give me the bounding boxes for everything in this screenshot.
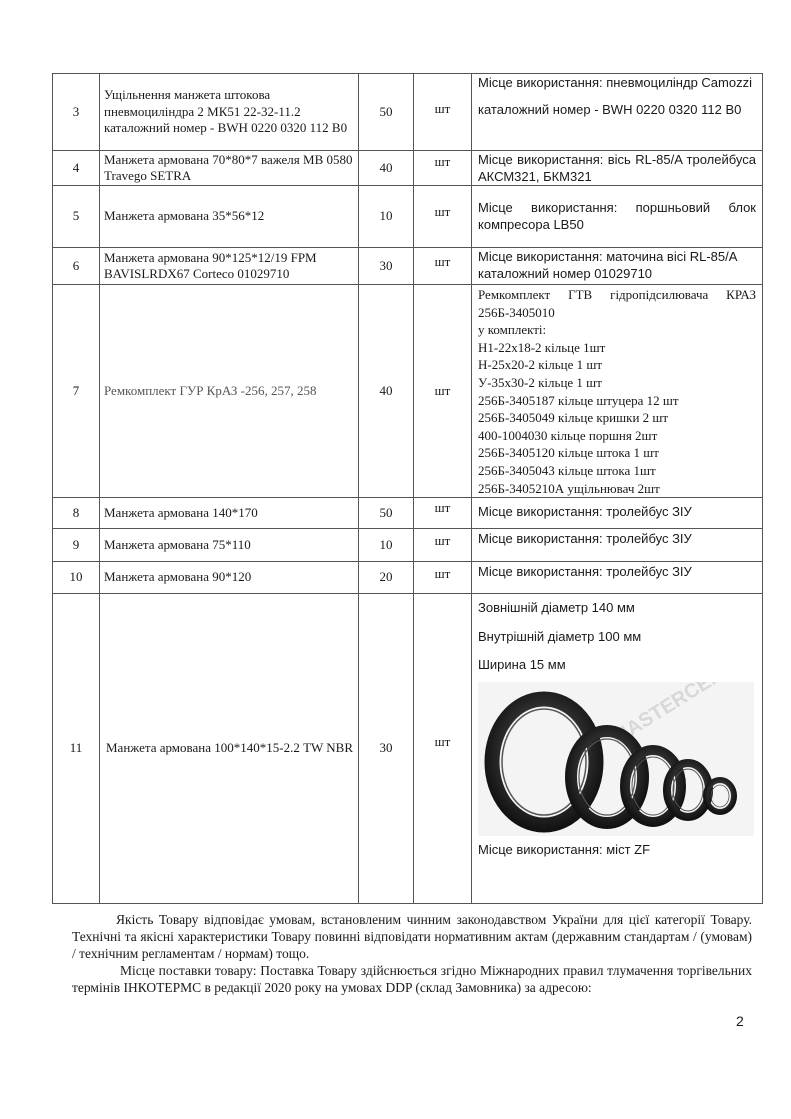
- item-unit: шт: [414, 248, 472, 285]
- item-quantity: 30: [359, 594, 414, 904]
- item-quantity: 50: [359, 74, 414, 151]
- row-number: 6: [53, 248, 100, 285]
- row-number: 5: [53, 186, 100, 248]
- item-unit: шт: [414, 594, 472, 904]
- table-row: [53, 285, 763, 498]
- kit-line: 256Б-3405043 кільце штока 1шт: [478, 462, 656, 478]
- item-name: Ремкомплект ГУР КрАЗ -256, 257, 258: [100, 285, 359, 498]
- item-name: Ущільнення манжета штокова пневмоциліндра 2 МК51 22-32-11.2 каталожний номер - BWH 0220 0320 112 B0: [100, 74, 359, 151]
- usage-text: Місце використання: міст ZF: [478, 841, 651, 857]
- item-quantity: 40: [359, 285, 414, 498]
- item-quantity: 50: [359, 498, 414, 529]
- table-row: [53, 562, 763, 594]
- table-row: [53, 186, 763, 248]
- usage-text: Місце використання: вісь RL-85/A тролейбуса АКСМ321, БКМ321: [478, 152, 756, 184]
- item-description: [472, 74, 763, 151]
- table-row: [53, 594, 763, 904]
- kit-line: у комплекті:: [478, 322, 547, 338]
- table-row: [53, 74, 763, 151]
- usage-text: Місце використання: тролейбус ЗІУ: [478, 504, 692, 520]
- row-number: 9: [53, 529, 100, 562]
- item-description: [472, 285, 763, 498]
- table-row: [53, 529, 763, 562]
- item-unit: шт: [414, 562, 472, 594]
- item-unit: шт: [414, 285, 472, 498]
- usage-text: Місце використання: тролейбус ЗІУ: [478, 564, 692, 580]
- table-row: [53, 498, 763, 529]
- kit-line: 256Б-3405120 кільце штока 1 шт: [478, 445, 659, 461]
- usage-text: Місце використання: маточина вісі RL-85/A каталожний номер 01029710: [478, 249, 737, 281]
- item-description: [472, 498, 763, 529]
- usage-text: Місце використання: поршньовий блок компресора LB50: [478, 200, 756, 232]
- item-description: [472, 186, 763, 248]
- item-name: Манжета армована 70*80*7 важеля MB 0580 Travego SETRA: [100, 151, 359, 186]
- usage-text: Місце використання: пневмоциліндр Camozzi: [478, 75, 752, 90]
- outer-diameter-text: Зовнішній діаметр 140 мм: [478, 600, 635, 616]
- item-name: Манжета армована 100*140*15-2.2 TW NBR: [100, 594, 359, 904]
- item-name: Манжета армована 140*170: [100, 498, 359, 529]
- kit-line: Н-25х20-2 кільце 1 шт: [478, 357, 603, 373]
- item-name: Манжета армована 90*120: [100, 562, 359, 594]
- kit-line: 256Б-3405210А ущільнювач 2шт: [478, 480, 660, 496]
- quality-paragraph-block: [72, 911, 752, 962]
- item-name: Манжета армована 35*56*12: [100, 186, 359, 248]
- kit-title: Ремкомплект ГТВ гідропідсилювача КРАЗ 256Б-3405010: [478, 287, 756, 320]
- item-quantity: 40: [359, 151, 414, 186]
- usage-text: Місце використання: тролейбус ЗІУ: [478, 531, 692, 547]
- row-number: 11: [53, 594, 100, 904]
- row-number: 8: [53, 498, 100, 529]
- item-unit: шт: [414, 498, 472, 529]
- catalog-number-text: каталожний номер - BWH 0220 0320 112 B0: [478, 101, 742, 117]
- kit-line: 256Б-3405187 кільце штуцера 12 шт: [478, 392, 679, 408]
- page-number: 2: [736, 1013, 744, 1029]
- item-description: [472, 529, 763, 562]
- item-quantity: 20: [359, 562, 414, 594]
- item-quantity: 30: [359, 248, 414, 285]
- inner-diameter-text: Внутрішній діаметр 100 мм: [478, 628, 642, 644]
- item-quantity: 10: [359, 186, 414, 248]
- item-description: [472, 248, 763, 285]
- item-name: Манжета армована 90*125*12/19 FPM BAVISLRDX67 Corteco 01029710: [100, 248, 359, 285]
- item-description: [472, 562, 763, 594]
- table-row: [53, 151, 763, 186]
- item-unit: шт: [414, 529, 472, 562]
- row-number: 4: [53, 151, 100, 186]
- item-quantity: 10: [359, 529, 414, 562]
- item-unit: шт: [414, 151, 472, 186]
- delivery-paragraph: Місце поставки товару: Поставка Товару здійснюється згідно Міжнародних правил тлумачення торгівельних термінів ІНКОТЕРМС в редакції 2020 року на умовах DDP (склад Замовника) за адресою:: [72, 963, 752, 995]
- row-number: 3: [53, 74, 100, 151]
- kit-line: 400-1004030 кільце поршня 2шт: [478, 427, 658, 443]
- specification-table: [52, 73, 763, 904]
- kit-line: 256Б-3405049 кільце кришки 2 шт: [478, 410, 669, 426]
- kit-line: Н1-22х18-2 кільце 1шт: [478, 339, 606, 355]
- item-unit: шт: [414, 74, 472, 151]
- delivery-paragraph-block: [72, 962, 752, 996]
- table-row: [53, 248, 763, 285]
- row-number: 10: [53, 562, 100, 594]
- item-unit: шт: [414, 186, 472, 248]
- item-name: Манжета армована 75*110: [100, 529, 359, 562]
- quality-paragraph: Якість Товару відповідає умовам, встановленим чинним законодавством України для цієї категорії Товару. Технічні та якісні характеристики Товару повинні відповідати нормативним актам (державним стандартам / (умовам) / технічним регламентам / нормам) тощо.: [72, 912, 752, 961]
- item-description: [472, 151, 763, 186]
- item-description: [472, 594, 763, 904]
- kit-line: У-35х30-2 кільце 1 шт: [478, 374, 602, 390]
- row-number: 7: [53, 285, 100, 498]
- oil-seals-photo: [478, 682, 754, 836]
- width-text: Ширина 15 мм: [478, 657, 566, 673]
